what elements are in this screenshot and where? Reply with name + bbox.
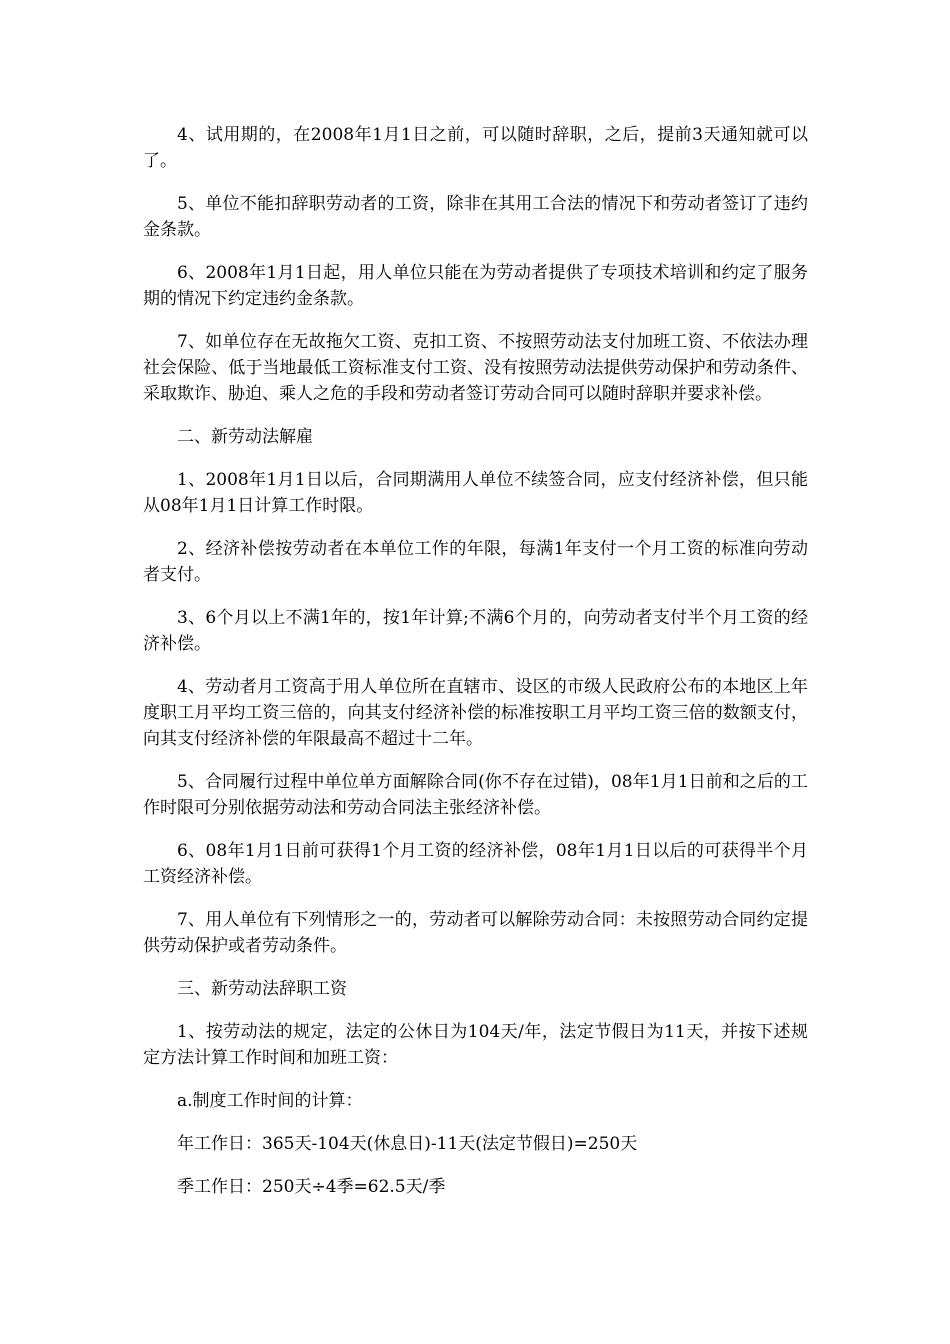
section-heading-dismissal: 二、新劳动法解雇	[177, 427, 313, 447]
paragraph-employee-termination: 7、用人单位有下列情形之一的，劳动者可以解除劳动合同：未按照劳动合同约定提供劳动保护或者劳动条件。	[143, 910, 808, 956]
section-heading-resign-wage: 三、新劳动法辞职工资	[177, 979, 347, 999]
paragraph-resign-compensation: 7、如单位存在无故拖欠工资、克扣工资、不按照劳动法支付加班工资、不依法办理社会保险、低于当地最低工资标准支付工资、没有按照劳动法提供劳动保护和劳动条件、采取欺诈、胁迫、乘人之危的手段和劳动者签订劳动合同可以随时辞职并要求补偿。	[143, 332, 808, 404]
paragraph-before-after-2008: 6、08年1月1日前可获得1个月工资的经济补偿，08年1月1日以后的可获得半个月工资经济补偿。	[143, 841, 808, 887]
paragraph-probation-resign: 4、试用期的，在2008年1月1日之前，可以随时辞职，之后，提前3天通知就可以了。	[143, 125, 808, 171]
paragraph-contract-expiry: 1、2008年1月1日以后，合同期满用人单位不续签合同，应支付经济补偿，但只能从08年1月1日计算工作时限。	[143, 470, 808, 516]
paragraph-work-time-calc: a.制度工作时间的计算：	[177, 1091, 363, 1111]
paragraph-compensation-standard: 2、经济补偿按劳动者在本单位工作的年限，每满1年支付一个月工资的标准向劳动者支付。	[143, 539, 808, 585]
paragraph-high-wage-cap: 4、劳动者月工资高于用人单位所在直辖市、设区的市级人民政府公布的本地区上年度职工月平均工资三倍的，向其支付经济补偿的标准按职工月平均工资三倍的数额支付，向其支付经济补偿的年限最高不超过十二年。	[143, 677, 808, 749]
paragraph-holiday-rules: 1、按劳动法的规定，法定的公休日为104天/年，法定节假日为11天，并按下述规定方法计算工作时间和加班工资：	[143, 1022, 808, 1068]
paragraph-annual-workdays: 年工作日：365天-104天(休息日)-11天(法定节假日)=250天	[177, 1134, 638, 1154]
paragraph-quarterly-workdays: 季工作日：250天÷4季=62.5天/季	[177, 1177, 446, 1197]
paragraph-penalty-clause: 6、2008年1月1日起，用人单位只能在为劳动者提供了专项技术培训和约定了服务期的情况下约定违约金条款。	[143, 263, 808, 309]
paragraph-unilateral-termination: 5、合同履行过程中单位单方面解除合同(你不存在过错)，08年1月1日前和之后的工作时限可分别依据劳动法和劳动合同法主张经济补偿。	[143, 772, 808, 818]
paragraph-partial-year: 3、6个月以上不满1年的，按1年计算;不满6个月的，向劳动者支付半个月工资的经济补偿。	[143, 608, 808, 654]
document-body	[143, 122, 808, 1217]
paragraph-wage-deduction: 5、单位不能扣辞职劳动者的工资，除非在其用工合法的情况下和劳动者签订了违约金条款。	[143, 194, 808, 240]
